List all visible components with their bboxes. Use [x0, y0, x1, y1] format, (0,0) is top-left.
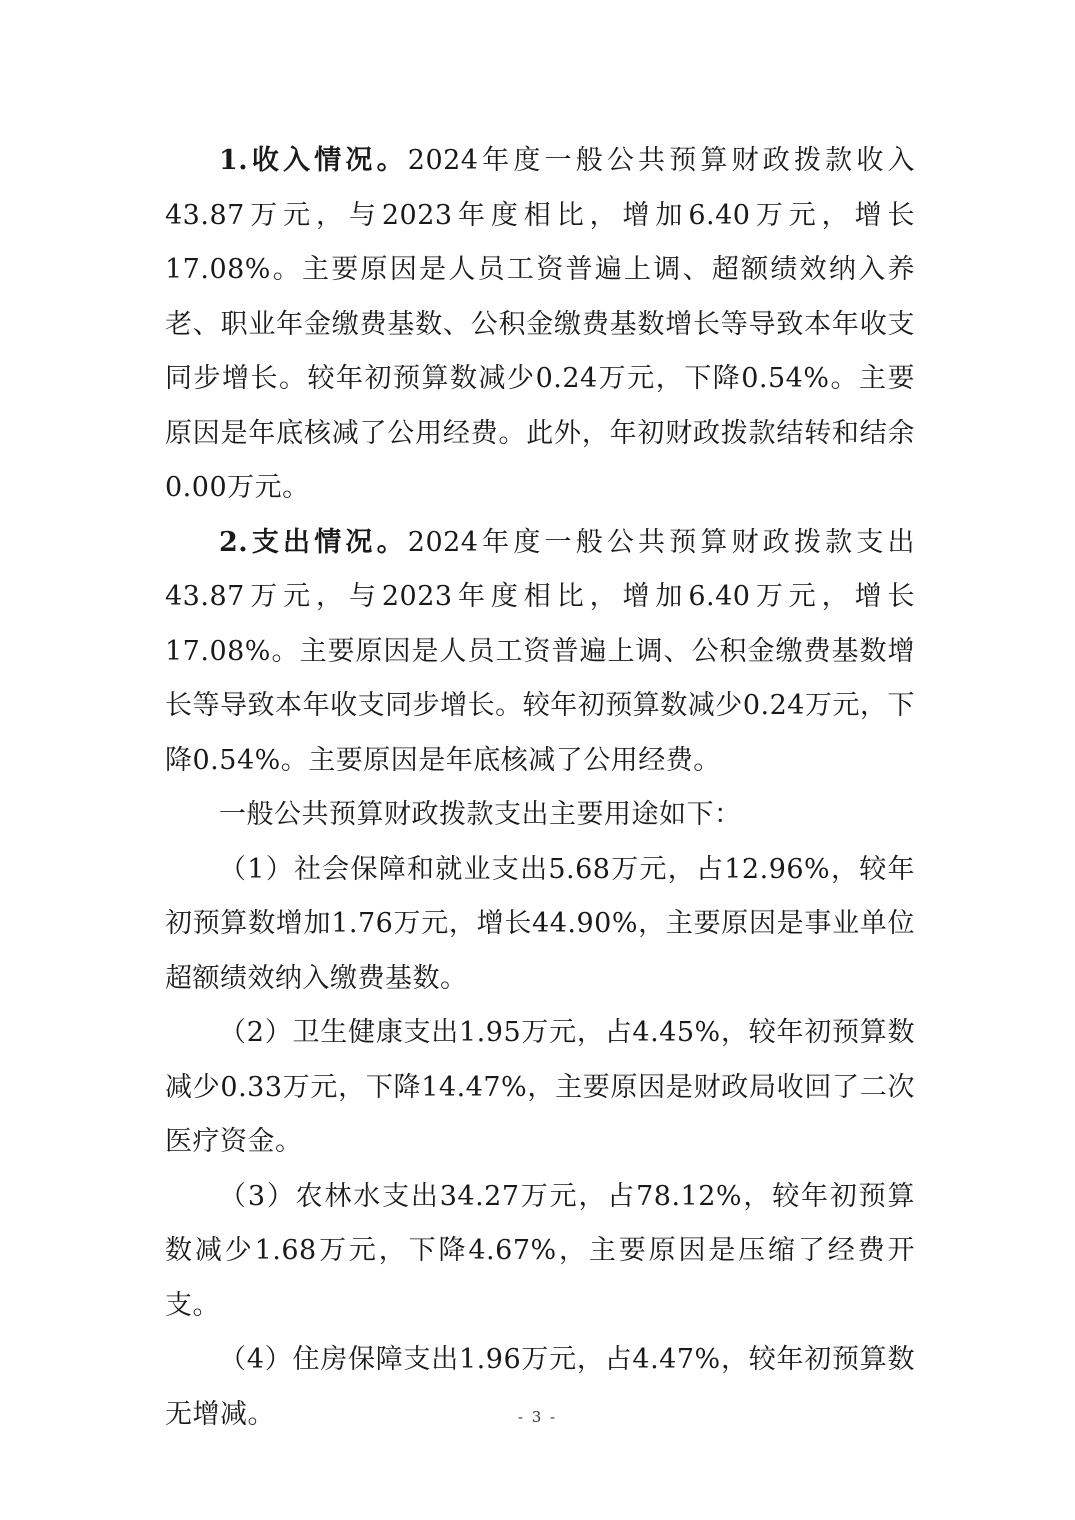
paragraph-text: 2024年度一般公共预算财政拨款支出43.87万元，与2023年度相比，增加6.40万元，增长17.08%。主要原因是人员工资普遍上调、公积金缴费基数增长等导致本年收支同步增长。较年初预算数减少0.24万元，下降0.54%。主要原因是年底核减了公用经费。: [165, 526, 915, 776]
paragraph-expenditure: [165, 516, 915, 789]
paragraph-item-agriculture: [165, 1170, 915, 1334]
paragraph-text: （2）卫生健康支出1.95万元，占4.45%，较年初预算数减少0.33万元，下降14.47%，主要原因是财政局收回了二次医疗资金。: [165, 1017, 915, 1157]
paragraph-income: [165, 134, 915, 516]
document-body: [165, 134, 915, 1442]
paragraph-text: 2024年度一般公共预算财政拨款收入43.87万元，与2023年度相比，增加6.40万元，增长17.08%。主要原因是人员工资普遍上调、超额绩效纳入养老、职业年金缴费基数、公积金缴费基数增长等导致本年收支同步增长。较年初预算数减少0.24万元，下降0.54%。主要原因是年底核减了公用经费。此外，年初财政拨款结转和结余0.00万元。: [165, 145, 915, 503]
paragraph-text: （1）社会保障和就业支出5.68万元，占12.96%，较年初预算数增加1.76万元，增长44.90%，主要原因是事业单位超额绩效纳入缴费基数。: [165, 853, 915, 994]
paragraph-heading: 1.收入情况。: [219, 145, 408, 176]
paragraph-heading: 2.支出情况。: [219, 526, 408, 558]
paragraph-text: （4）住房保障支出1.96万元，占4.47%，较年初预算数无增减。: [165, 1344, 915, 1430]
paragraph-item-health: [165, 1006, 915, 1170]
paragraph-text: 一般公共预算财政拨款支出主要用途如下：: [219, 799, 742, 830]
paragraph-text: （3）农林水支出34.27万元，占78.12%，较年初预算数减少1.68万元，下降4.67%，主要原因是压缩了经费开支。: [165, 1180, 915, 1321]
paragraph-usage-intro: [165, 788, 915, 843]
page-number: - 3 -: [517, 1408, 558, 1426]
paragraph-item-social-security: [165, 843, 915, 1007]
